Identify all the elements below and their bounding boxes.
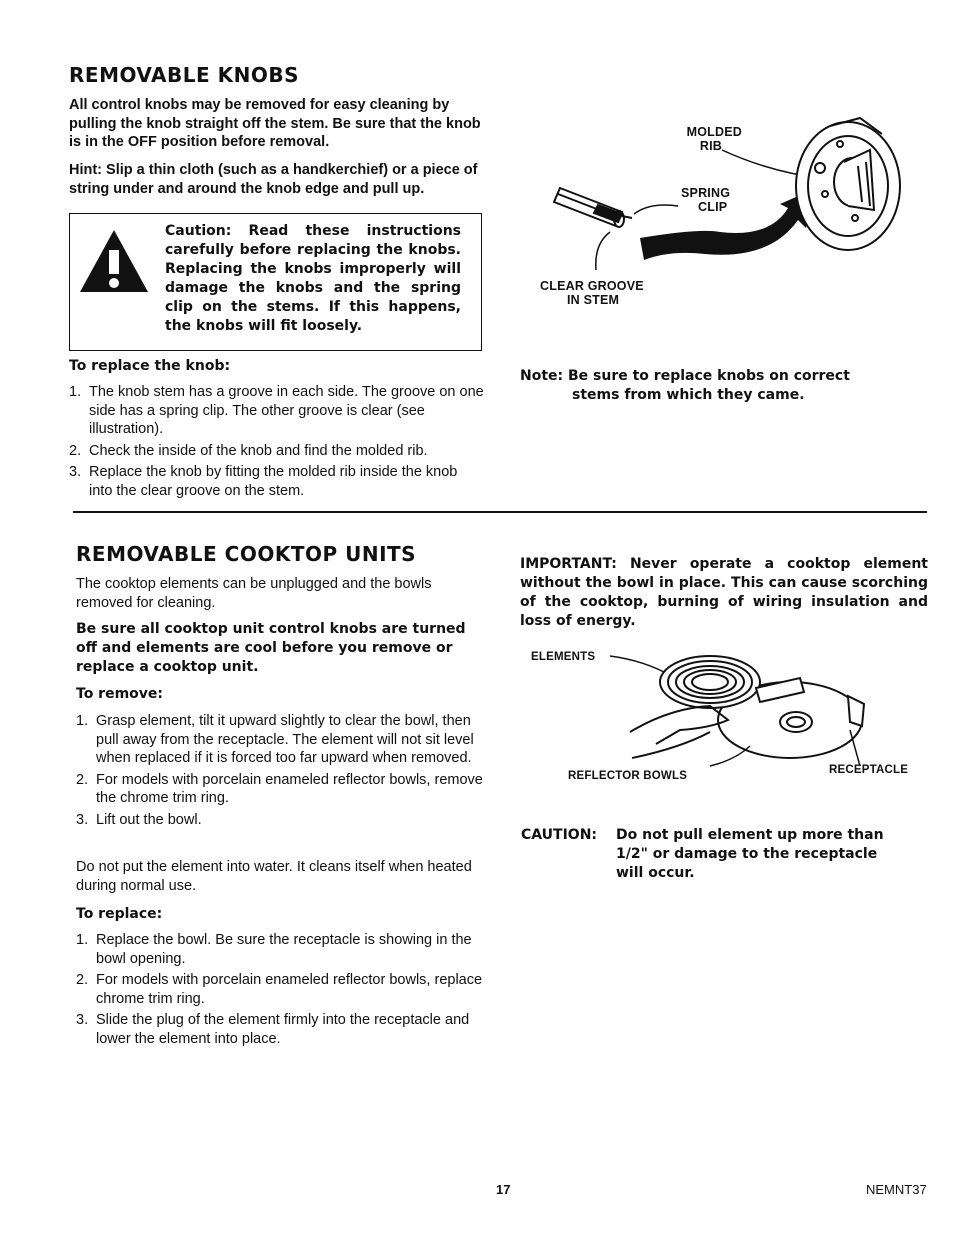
caution-box xyxy=(69,213,482,351)
remove-steps xyxy=(76,712,486,832)
label-rib: RIB xyxy=(699,139,722,153)
warning-triangle-icon xyxy=(78,228,150,294)
label-clear-groove: CLEAR GROOVE xyxy=(540,279,644,293)
caution-line1: Do not pull element up more than xyxy=(616,827,884,843)
label-receptacle: RECEPTACLE xyxy=(829,764,909,776)
replace-heading: To replace: xyxy=(76,906,163,922)
list-item: 1. The knob stem has a groove in each side. The groove on one side has a spring clip. The other groove is clear (see illustration). xyxy=(69,384,484,437)
list-item: 1. Grasp element, tilt it upward slightly to clear the bowl, then pull away from the receptacle. The element will not sit level when replaced if it is forced too far upward when removed. xyxy=(76,713,474,766)
label-spring: SPRING xyxy=(681,186,731,200)
knobs-steps xyxy=(69,383,484,503)
knobs-intro: All control knobs may be removed for easy cleaning by pulling the knob straight off the stem. Be sure that the knob is in the OFF position before removal. xyxy=(69,97,481,150)
replace-steps xyxy=(76,931,488,1051)
knob-stem-graphic xyxy=(554,188,632,227)
section-divider xyxy=(73,511,927,513)
page-number: 17 xyxy=(496,1182,511,1197)
cooktop-illustration xyxy=(560,640,880,780)
doc-code: NEMNT37 xyxy=(866,1182,927,1197)
list-item: 2. For models with porcelain enameled reflector bowls, replace chrome trim ring. xyxy=(76,972,483,1007)
knobs-note-line2: stems from which they came. xyxy=(572,387,805,403)
knobs-replace-heading: To replace the knob: xyxy=(69,358,231,374)
list-item: 2. Check the inside of the knob and find the molded rib. xyxy=(69,442,428,459)
knobs-title: REMOVABLE KNOBS xyxy=(69,63,300,87)
list-item: 3. Replace the knob by fitting the molded rib inside the knob into the clear groove on the stem. xyxy=(69,464,458,499)
water-note: Do not put the element into water. It cleans itself when heated during normal use. xyxy=(76,859,472,894)
list-item: 3. Slide the plug of the element firmly into the receptacle and lower the element into place. xyxy=(76,1012,470,1047)
list-item: 1. Replace the bowl. Be sure the receptacle is showing in the bowl opening. xyxy=(76,932,472,967)
label-clip: CLIP xyxy=(698,200,728,214)
caution-label: CAUTION: xyxy=(521,827,598,843)
knobs-hint: Hint: Slip a thin cloth (such as a handkerchief) or a piece of string under and around the knob edge and pull up. xyxy=(69,162,478,197)
caution-line3: will occur. xyxy=(616,865,695,881)
important-note: IMPORTANT: Never operate a cooktop element without the bowl in place. This can cause scorching of the cooktop, burning of wiring insulation and loss of energy. xyxy=(520,556,928,629)
remove-heading: To remove: xyxy=(76,686,164,702)
list-item: 2. For models with porcelain enameled reflector bowls, remove the chrome trim ring. xyxy=(76,771,483,806)
label-elements: ELEMENTS xyxy=(531,651,596,663)
label-in-stem: IN STEM xyxy=(567,293,620,307)
cooktop-intro: The cooktop elements can be unplugged and the bowls removed for cleaning. xyxy=(76,576,432,611)
label-reflector-bowls: REFLECTOR BOWLS xyxy=(568,770,688,782)
caution-text: Caution: Read these instructions carefully before replacing the knobs. Replacing the knobs improperly will damage the knobs and the spring clip on the stems. If this happens, the knobs will fit loosely. xyxy=(165,223,461,334)
cooktop-warning: Be sure all cooktop unit control knobs are turned off and elements are cool before you remove or replace a cooktop unit. xyxy=(76,621,466,675)
knob-graphic xyxy=(796,118,900,250)
cooktop-title: REMOVABLE COOKTOP UNITS xyxy=(76,542,417,566)
caution-line2: 1/2" or damage to the receptacle xyxy=(616,846,878,862)
list-item: 3. Lift out the bowl. xyxy=(76,811,202,828)
knobs-note-line1: Note: Be sure to replace knobs on correct xyxy=(520,368,850,384)
label-molded: MOLDED xyxy=(686,125,742,139)
